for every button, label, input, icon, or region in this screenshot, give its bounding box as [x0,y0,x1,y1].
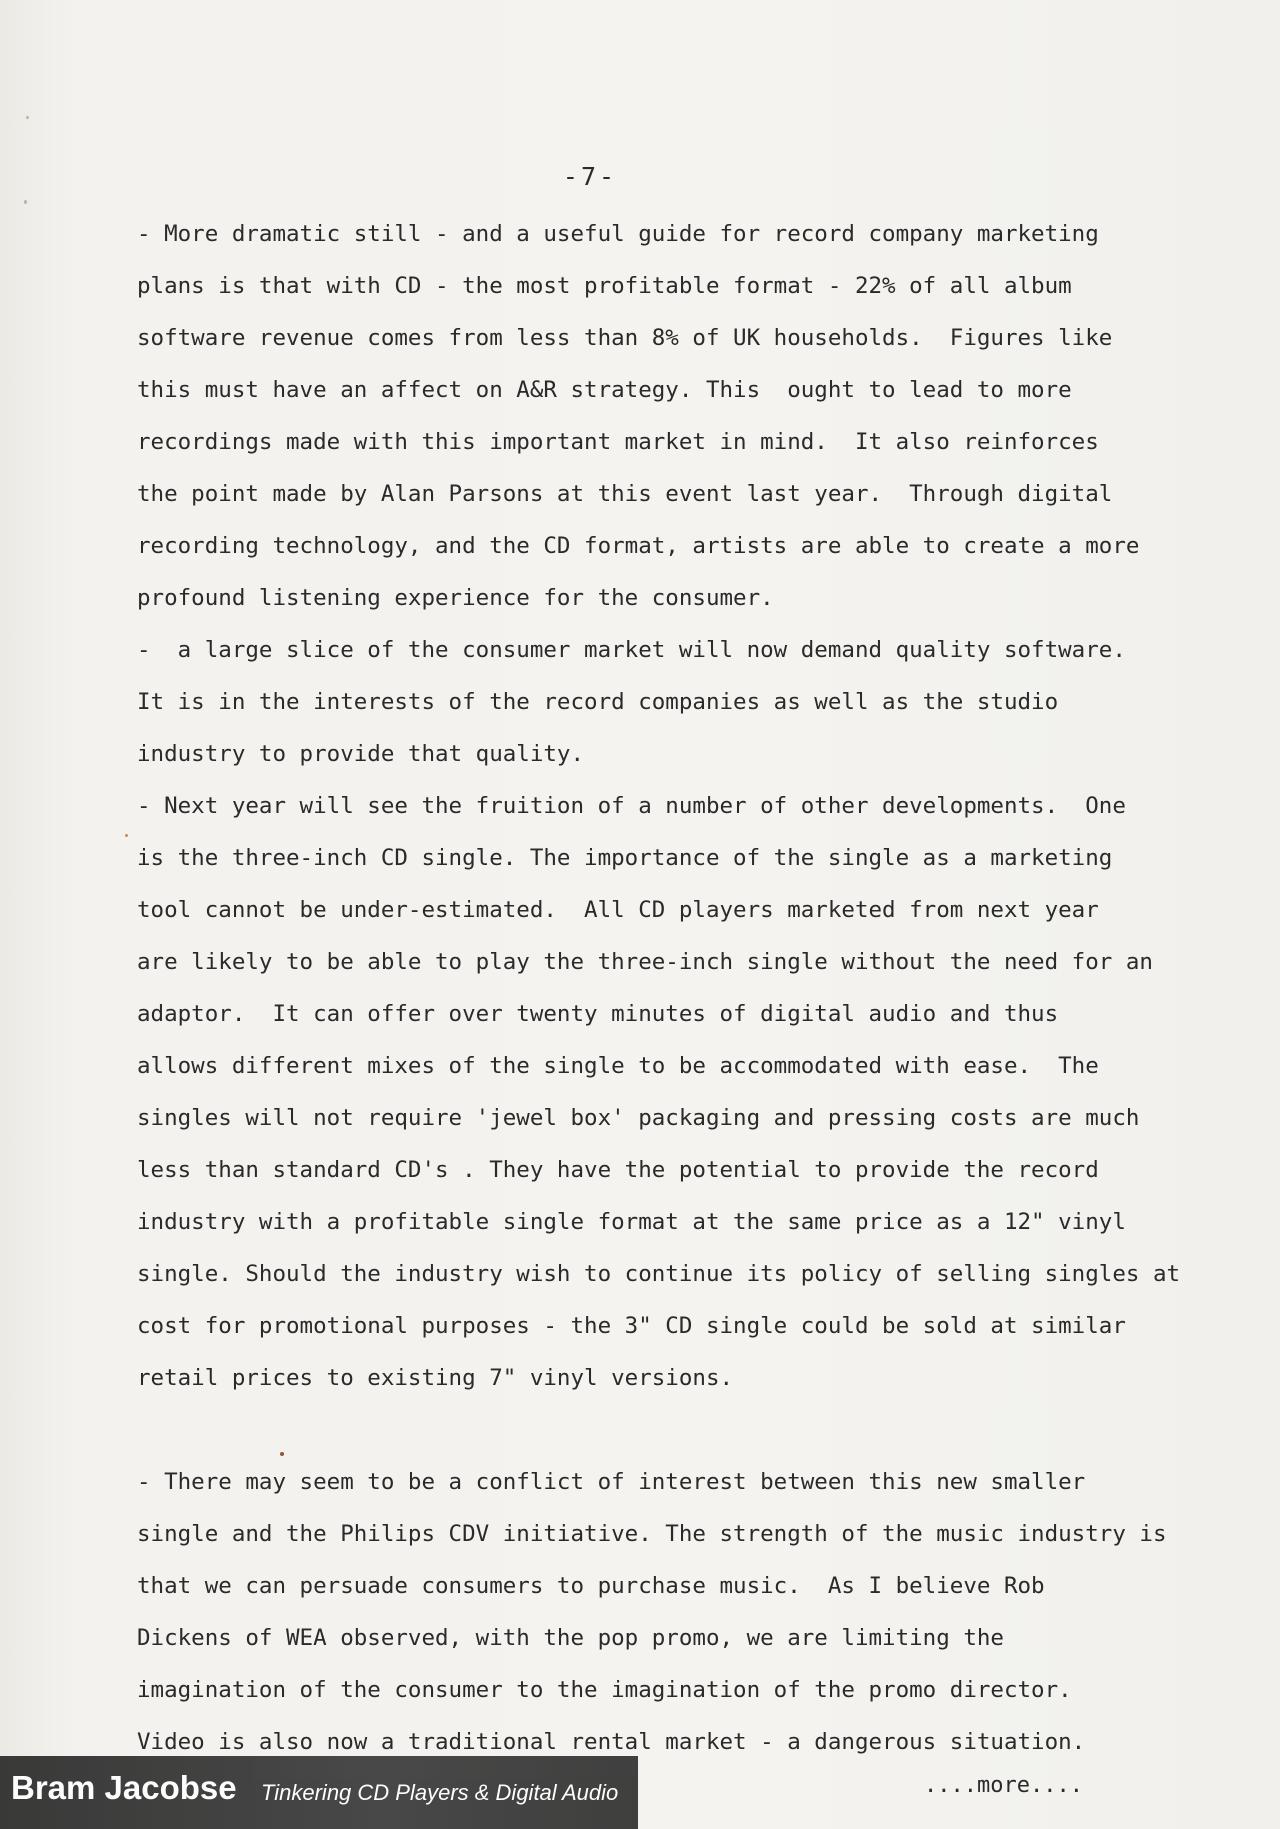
text-line: adaptor. It can offer over twenty minutes of digital audio and thus [137,1001,1059,1027]
text-line: this must have an affect on A&R strategy. This ought to lead to more [137,377,1072,403]
text-line: is the three-inch CD single. The importance of the single as a marketing [137,845,1113,871]
text-line: recordings made with this important market in mind. It also reinforces [137,429,1099,455]
text-line: industry to provide that quality. [137,741,585,767]
paragraph-3 [137,780,1181,1404]
text-line: - Next year will see the fruition of a number of other developments. One [137,793,1126,819]
text-line: retail prices to existing 7" vinyl versions. [137,1365,734,1391]
text-line: Dickens of WEA observed, with the pop promo, we are limiting the [137,1625,1004,1651]
text-line: singles will not require 'jewel box' packaging and pressing costs are much [137,1105,1140,1131]
body-text [137,208,1181,1768]
page-number: -7- [562,162,618,191]
paragraph-2 [137,624,1126,780]
watermark-tagline: Tinkering CD Players & Digital Audio [261,1780,619,1805]
paragraph-1 [137,208,1140,624]
text-line: profound listening experience for the consumer. [137,585,774,611]
text-line: that we can persuade consumers to purchase music. As I believe Rob [137,1573,1045,1599]
text-line: the point made by Alan Parsons at this event last year. Through digital [137,481,1113,507]
text-line: cost for promotional purposes - the 3" CD single could be sold at similar [137,1313,1126,1339]
text-line: - a large slice of the consumer market will now demand quality software. [137,637,1126,663]
text-line: plans is that with CD - the most profitable format - 22% of all album [137,273,1072,299]
continuation-marker: ....more.... [924,1773,1083,1798]
text-line: single. Should the industry wish to continue its policy of selling singles at [137,1261,1181,1287]
text-line: are likely to be able to play the three-inch single without the need for an [137,949,1153,975]
text-line: - More dramatic still - and a useful guide for record company marketing [137,221,1099,247]
paragraph-4 [137,1456,1167,1768]
text-line: software revenue comes from less than 8% of UK households. Figures like [137,325,1113,351]
text-line: imagination of the consumer to the imagination of the promo director. [137,1677,1072,1703]
watermark-banner [0,1756,638,1829]
paper-speck [26,116,29,119]
text-line: recording technology, and the CD format, artists are able to create a more [137,533,1140,559]
watermark-name: Bram Jacobse [11,1769,237,1806]
text-line: tool cannot be under-estimated. All CD players marketed from next year [137,897,1099,923]
paper-speck [125,834,128,837]
text-line: single and the Philips CDV initiative. The strength of the music industry is [137,1521,1167,1547]
paragraph-gap [137,1404,1072,1456]
text-line: Video is also now a traditional rental market - a dangerous situation. [137,1729,1086,1755]
text-line: less than standard CD's . They have the potential to provide the record [137,1157,1099,1183]
text-line: allows different mixes of the single to be accommodated with ease. The [137,1053,1099,1079]
text-line: - There may seem to be a conflict of interest between this new smaller [137,1469,1086,1495]
paper-speck [24,200,27,204]
text-line: industry with a profitable single format at the same price as a 12" vinyl [137,1209,1126,1235]
text-line: It is in the interests of the record companies as well as the studio [137,689,1059,715]
